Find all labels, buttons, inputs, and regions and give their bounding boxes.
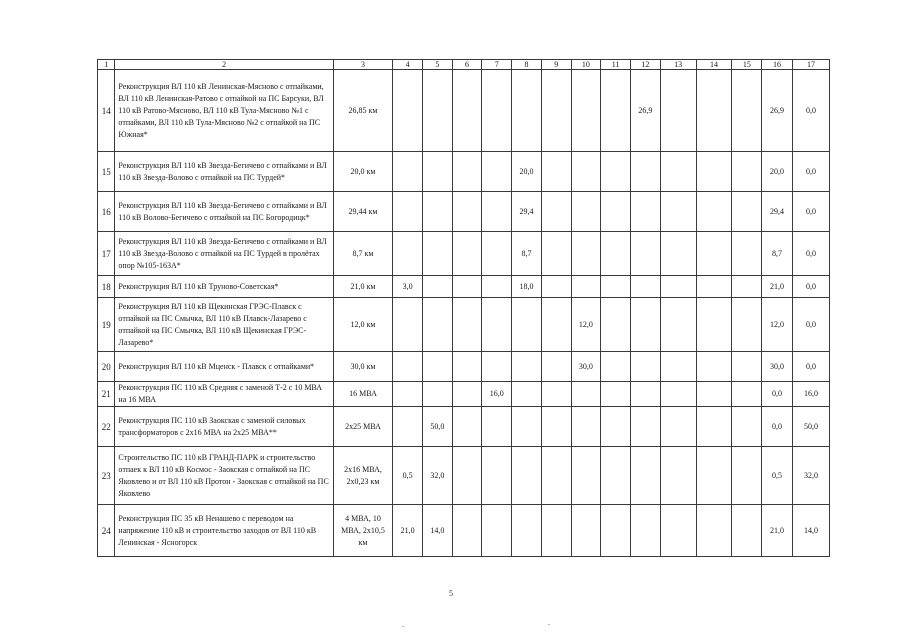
value-cell (512, 505, 542, 557)
capacity-cell: 30,0 км (333, 352, 392, 382)
capacity-cell: 21,0 км (333, 276, 392, 298)
value-cell (482, 505, 512, 557)
value-cell (541, 298, 571, 352)
value-cell (482, 232, 512, 276)
value-cell (660, 447, 696, 505)
value-cell: 0,0 (792, 152, 829, 192)
capacity-cell: 20,0 км (333, 152, 392, 192)
value-cell: 16,0 (482, 382, 512, 407)
value-cell: 21,0 (762, 276, 793, 298)
value-cell (660, 298, 696, 352)
value-cell (630, 192, 660, 232)
row-description: Реконструкция ВЛ 110 кВ Звезда-Бегичево с отпайками и ВЛ 110 кВ Звезда-Волово с отпайкой на ПС Турдей* (115, 152, 333, 192)
value-cell (732, 70, 762, 152)
value-cell (452, 298, 482, 352)
row-number: 19 (98, 298, 115, 352)
value-cell: 14,0 (792, 505, 829, 557)
capacity-cell: 26,85 км (333, 70, 392, 152)
value-cell (660, 407, 696, 447)
value-cell (452, 447, 482, 505)
capacity-cell: 12,0 км (333, 298, 392, 352)
value-cell: 26,9 (762, 70, 793, 152)
value-cell (512, 447, 542, 505)
value-cell (732, 152, 762, 192)
value-cell (541, 505, 571, 557)
value-cell (393, 382, 423, 407)
value-cell: 16,0 (792, 382, 829, 407)
value-cell (696, 407, 732, 447)
value-cell (630, 407, 660, 447)
header-cell: 7 (482, 60, 512, 70)
value-cell: 50,0 (422, 407, 452, 447)
value-cell (452, 276, 482, 298)
value-cell (630, 298, 660, 352)
header-cell: 15 (732, 60, 762, 70)
value-cell (660, 152, 696, 192)
value-cell (541, 407, 571, 447)
header-cell: 17 (792, 60, 829, 70)
header-cell: 11 (601, 60, 631, 70)
page-number: 5 (449, 589, 453, 598)
value-cell (696, 232, 732, 276)
header-cell: 6 (452, 60, 482, 70)
value-cell (696, 298, 732, 352)
value-cell (660, 276, 696, 298)
row-number: 20 (98, 352, 115, 382)
header-row (98, 60, 830, 70)
value-cell (571, 232, 601, 276)
row-number: 17 (98, 232, 115, 276)
value-cell (571, 505, 601, 557)
value-cell (452, 70, 482, 152)
value-cell: 3,0 (393, 276, 423, 298)
value-cell (601, 232, 631, 276)
value-cell (732, 276, 762, 298)
value-cell: 12,0 (762, 298, 793, 352)
value-cell (630, 152, 660, 192)
value-cell (696, 382, 732, 407)
scan-speck (548, 624, 550, 625)
value-cell (630, 447, 660, 505)
value-cell: 12,0 (571, 298, 601, 352)
capacity-cell: 16 МВА (333, 382, 392, 407)
header-cell: 16 (762, 60, 793, 70)
value-cell (571, 276, 601, 298)
row-number: 21 (98, 382, 115, 407)
value-cell: 50,0 (792, 407, 829, 447)
capacity-cell: 2х25 МВА (333, 407, 392, 447)
table-row (98, 152, 830, 192)
value-cell (393, 192, 423, 232)
value-cell (660, 70, 696, 152)
value-cell: 14,0 (422, 505, 452, 557)
value-cell (422, 352, 452, 382)
header-cell: 12 (630, 60, 660, 70)
value-cell (630, 352, 660, 382)
value-cell (422, 298, 452, 352)
value-cell (482, 298, 512, 352)
value-cell (512, 382, 542, 407)
value-cell (601, 276, 631, 298)
value-cell: 0,0 (792, 70, 829, 152)
value-cell (732, 298, 762, 352)
table-row (98, 382, 830, 407)
value-cell: 8,7 (762, 232, 793, 276)
value-cell: 0,5 (762, 447, 793, 505)
capacity-cell: 2х16 МВА, 2х0,23 км (333, 447, 392, 505)
value-cell (541, 232, 571, 276)
value-cell (601, 447, 631, 505)
document-table (97, 59, 830, 557)
value-cell (601, 152, 631, 192)
value-cell (660, 192, 696, 232)
table-row (98, 192, 830, 232)
value-cell (512, 298, 542, 352)
row-description: Реконструкция ВЛ 110 кВ Звезда-Бегичево с отпайками и ВЛ 110 кВ Волово-Бегичево с отпайкой на ПС Богородицк* (115, 192, 333, 232)
value-cell (393, 407, 423, 447)
capacity-cell: 29,44 км (333, 192, 392, 232)
value-cell: 21,0 (393, 505, 423, 557)
row-number: 22 (98, 407, 115, 447)
value-cell (630, 505, 660, 557)
scan-speck (402, 626, 404, 627)
value-cell (541, 382, 571, 407)
value-cell (541, 152, 571, 192)
value-cell (732, 232, 762, 276)
value-cell: 0,0 (792, 192, 829, 232)
row-description: Реконструкция ВЛ 110 кВ Звезда-Бегичево с отпайками и ВЛ 110 кВ Звезда-Волово с отпайкой на ПС Турдей в пролётах опор №105-163А* (115, 232, 333, 276)
value-cell (732, 447, 762, 505)
value-cell (422, 382, 452, 407)
value-cell: 30,0 (762, 352, 793, 382)
value-cell: 0,0 (762, 382, 793, 407)
value-cell (393, 152, 423, 192)
value-cell: 32,0 (792, 447, 829, 505)
value-cell: 0,5 (393, 447, 423, 505)
value-cell (452, 505, 482, 557)
value-cell (571, 407, 601, 447)
value-cell: 8,7 (512, 232, 542, 276)
header-cell: 2 (115, 60, 333, 70)
value-cell: 29,4 (762, 192, 793, 232)
value-cell (696, 352, 732, 382)
header-cell: 1 (98, 60, 115, 70)
value-cell (696, 192, 732, 232)
value-cell (482, 152, 512, 192)
value-cell (393, 70, 423, 152)
value-cell (541, 447, 571, 505)
value-cell (452, 152, 482, 192)
value-cell (601, 382, 631, 407)
value-cell (452, 232, 482, 276)
value-cell (541, 276, 571, 298)
row-description: Реконструкция ВЛ 110 кВ Щекинская ГРЭС-Плавск с отпайкой на ПС Смычка, ВЛ 110 кВ Плавск-Лазарево с отпайкой на ПС Смычка, ВЛ 110 кВ Щекинская ГРЭС-Лазарево* (115, 298, 333, 352)
row-description: Реконструкция ПС 110 кВ Заокская с заменой силовых трансформаторов с 2х16 МВА на 2х25 МВА** (115, 407, 333, 447)
value-cell: 18,0 (512, 276, 542, 298)
header-cell: 14 (696, 60, 732, 70)
row-description: Строительство ПС 110 кВ ГРАНД-ПАРК и строительство отпаек к ВЛ 110 кВ Космос - Заокская с отпайкой на ПС Яковлево и от ВЛ 110 кВ Протон - Заокская с отпайкой на ПС Яковлево (115, 447, 333, 505)
row-number: 24 (98, 505, 115, 557)
value-cell: 21,0 (762, 505, 793, 557)
value-cell (393, 298, 423, 352)
value-cell (541, 70, 571, 152)
table-row (98, 505, 830, 557)
value-cell (482, 70, 512, 152)
header-cell: 3 (333, 60, 392, 70)
value-cell (422, 192, 452, 232)
value-cell: 0,0 (792, 352, 829, 382)
value-cell (541, 352, 571, 382)
row-description: Реконструкция ВЛ 110 кВ Мценск - Плавск с отпайками* (115, 352, 333, 382)
table-row (98, 298, 830, 352)
capacity-cell: 4 МВА, 10 МВА, 2х10,5 км (333, 505, 392, 557)
value-cell (571, 70, 601, 152)
value-cell: 0,0 (792, 232, 829, 276)
value-cell (732, 407, 762, 447)
value-cell: 26,9 (630, 70, 660, 152)
value-cell (571, 152, 601, 192)
value-cell (422, 70, 452, 152)
value-cell (601, 505, 631, 557)
value-cell (452, 352, 482, 382)
value-cell (452, 407, 482, 447)
row-description: Реконструкция ПС 110 кВ Средняя с заменой Т-2 с 10 МВА на 16 МВА (115, 382, 333, 407)
value-cell (571, 192, 601, 232)
row-number: 15 (98, 152, 115, 192)
value-cell (512, 70, 542, 152)
value-cell (393, 232, 423, 276)
value-cell (732, 192, 762, 232)
value-cell (601, 298, 631, 352)
value-cell (601, 70, 631, 152)
row-description: Реконструкция ВЛ 110 кВ Труново-Советская* (115, 276, 333, 298)
value-cell: 32,0 (422, 447, 452, 505)
value-cell (482, 192, 512, 232)
capacity-cell: 8,7 км (333, 232, 392, 276)
header-cell: 4 (393, 60, 423, 70)
header-cell: 13 (660, 60, 696, 70)
table-row (98, 232, 830, 276)
header-cell: 10 (571, 60, 601, 70)
value-cell (601, 407, 631, 447)
value-cell (512, 352, 542, 382)
value-cell (482, 276, 512, 298)
value-cell (541, 192, 571, 232)
value-cell (482, 407, 512, 447)
table-row (98, 447, 830, 505)
value-cell: 29,4 (512, 192, 542, 232)
row-number: 16 (98, 192, 115, 232)
row-description: Реконструкция ПС 35 кВ Ненашево с переводом на напряжение 110 кВ и строительство заходов от ВЛ 110 кВ Ленинская - Ясногорск (115, 505, 333, 557)
value-cell (482, 352, 512, 382)
value-cell (422, 276, 452, 298)
value-cell: 0,0 (792, 276, 829, 298)
value-cell (732, 382, 762, 407)
row-number: 14 (98, 70, 115, 152)
table-row (98, 407, 830, 447)
table-row (98, 276, 830, 298)
value-cell (660, 352, 696, 382)
value-cell: 30,0 (571, 352, 601, 382)
value-cell (422, 232, 452, 276)
row-number: 18 (98, 276, 115, 298)
value-cell (660, 505, 696, 557)
table-row (98, 70, 830, 152)
value-cell (630, 232, 660, 276)
value-cell (660, 382, 696, 407)
row-description: Реконструкция ВЛ 110 кВ Ленинская-Мясново с отпайками, ВЛ 110 кВ Ленинская-Ратово с отпайкой на ПС Барсуки, ВЛ 110 кВ Ратово-Мясново, ВЛ 110 кВ Тула-Мясново №1 с отпайками, ВЛ 110 кВ Тула-Мясново №2 с отпайкой на ПС Южная* (115, 70, 333, 152)
value-cell (452, 382, 482, 407)
value-cell (452, 192, 482, 232)
value-cell (512, 407, 542, 447)
value-cell (393, 352, 423, 382)
value-cell (422, 152, 452, 192)
value-cell (482, 447, 512, 505)
value-cell: 20,0 (762, 152, 793, 192)
value-cell (630, 276, 660, 298)
value-cell (660, 232, 696, 276)
value-cell: 0,0 (762, 407, 793, 447)
value-cell (732, 505, 762, 557)
row-number: 23 (98, 447, 115, 505)
table-row (98, 352, 830, 382)
header-cell: 9 (541, 60, 571, 70)
value-cell (696, 447, 732, 505)
value-cell: 20,0 (512, 152, 542, 192)
value-cell (601, 192, 631, 232)
value-cell (601, 352, 631, 382)
header-cell: 5 (422, 60, 452, 70)
value-cell (732, 352, 762, 382)
value-cell (696, 70, 732, 152)
value-cell: 0,0 (792, 298, 829, 352)
value-cell (571, 382, 601, 407)
value-cell (696, 505, 732, 557)
header-cell: 8 (512, 60, 542, 70)
value-cell (696, 276, 732, 298)
value-cell (571, 447, 601, 505)
value-cell (696, 152, 732, 192)
value-cell (630, 382, 660, 407)
